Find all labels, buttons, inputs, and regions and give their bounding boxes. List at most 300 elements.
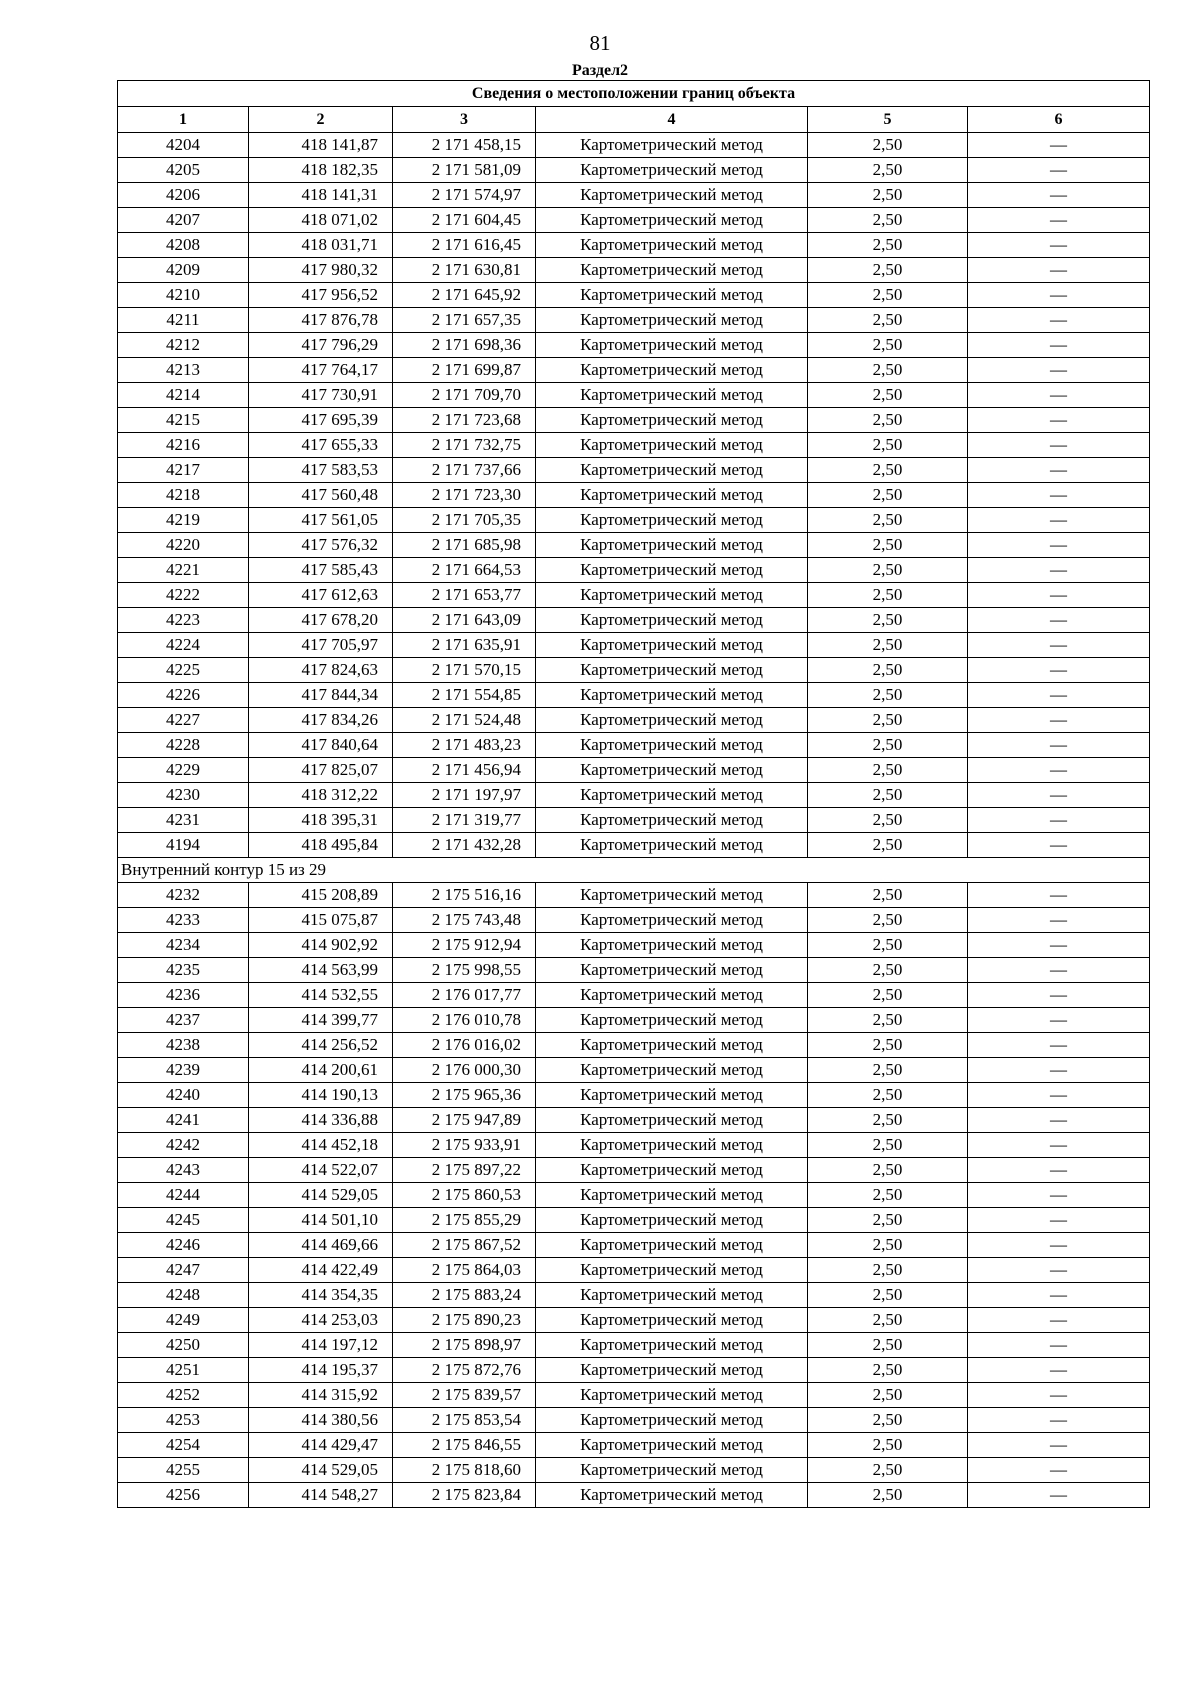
table-row [118, 558, 1150, 583]
y-coordinate-cell: 2 171 197,97 [393, 783, 536, 808]
accuracy-cell: 2,50 [808, 908, 968, 933]
point-number-cell: 4215 [118, 408, 249, 433]
point-number-cell: 4194 [118, 833, 249, 858]
table-row [118, 333, 1150, 358]
table-row [118, 1458, 1150, 1483]
column-header: 1 [118, 107, 249, 133]
accuracy-cell: 2,50 [808, 1033, 968, 1058]
point-number-cell: 4240 [118, 1083, 249, 1108]
description-cell: — [968, 758, 1150, 783]
boundary-coordinates-table [117, 80, 1150, 1508]
method-cell: Картометрический метод [536, 1083, 808, 1108]
table-row [118, 158, 1150, 183]
accuracy-cell: 2,50 [808, 1258, 968, 1283]
point-number-cell: 4239 [118, 1058, 249, 1083]
table-row [118, 458, 1150, 483]
x-coordinate-cell: 417 980,32 [249, 258, 393, 283]
method-cell: Картометрический метод [536, 658, 808, 683]
page-number: 81 [589, 31, 611, 55]
point-number-cell: 4236 [118, 983, 249, 1008]
description-cell: — [968, 1333, 1150, 1358]
x-coordinate-cell: 414 200,61 [249, 1058, 393, 1083]
point-number-cell: 4229 [118, 758, 249, 783]
y-coordinate-cell: 2 175 897,22 [393, 1158, 536, 1183]
column-header: 5 [808, 107, 968, 133]
table-row [118, 1308, 1150, 1333]
point-number-cell: 4254 [118, 1433, 249, 1458]
accuracy-cell: 2,50 [808, 808, 968, 833]
accuracy-cell: 2,50 [808, 358, 968, 383]
accuracy-cell: 2,50 [808, 1333, 968, 1358]
method-cell: Картометрический метод [536, 1033, 808, 1058]
x-coordinate-cell: 418 312,22 [249, 783, 393, 808]
x-coordinate-cell: 414 563,99 [249, 958, 393, 983]
point-number-cell: 4218 [118, 483, 249, 508]
method-cell: Картометрический метод [536, 1108, 808, 1133]
y-coordinate-cell: 2 171 524,48 [393, 708, 536, 733]
table-row [118, 1233, 1150, 1258]
accuracy-cell: 2,50 [808, 1433, 968, 1458]
method-cell: Картометрический метод [536, 1183, 808, 1208]
x-coordinate-cell: 417 844,34 [249, 683, 393, 708]
description-cell: — [968, 1033, 1150, 1058]
x-coordinate-cell: 414 452,18 [249, 1133, 393, 1158]
description-cell: — [968, 958, 1150, 983]
accuracy-cell: 2,50 [808, 133, 968, 158]
description-cell: — [968, 708, 1150, 733]
x-coordinate-cell: 417 655,33 [249, 433, 393, 458]
table-row [118, 658, 1150, 683]
table-row [118, 283, 1150, 308]
accuracy-cell: 2,50 [808, 733, 968, 758]
y-coordinate-cell: 2 171 319,77 [393, 808, 536, 833]
x-coordinate-cell: 414 529,05 [249, 1183, 393, 1208]
point-number-cell: 4235 [118, 958, 249, 983]
x-coordinate-cell: 414 253,03 [249, 1308, 393, 1333]
y-coordinate-cell: 2 171 705,35 [393, 508, 536, 533]
x-coordinate-cell: 417 678,20 [249, 608, 393, 633]
accuracy-cell: 2,50 [808, 658, 968, 683]
description-cell: — [968, 1258, 1150, 1283]
x-coordinate-cell: 414 336,88 [249, 1108, 393, 1133]
description-cell: — [968, 1308, 1150, 1333]
point-number-cell: 4227 [118, 708, 249, 733]
description-cell: — [968, 308, 1150, 333]
accuracy-cell: 2,50 [808, 633, 968, 658]
x-coordinate-cell: 414 256,52 [249, 1033, 393, 1058]
y-coordinate-cell: 2 171 635,91 [393, 633, 536, 658]
method-cell: Картометрический метод [536, 1208, 808, 1233]
table-row [118, 1408, 1150, 1433]
description-cell: — [968, 658, 1150, 683]
accuracy-cell: 2,50 [808, 583, 968, 608]
method-cell: Картометрический метод [536, 1458, 808, 1483]
method-cell: Картометрический метод [536, 408, 808, 433]
y-coordinate-cell: 2 175 823,84 [393, 1483, 536, 1508]
table-title: Сведения о местоположении границ объекта [118, 81, 1150, 107]
method-cell: Картометрический метод [536, 958, 808, 983]
y-coordinate-cell: 2 171 570,15 [393, 658, 536, 683]
x-coordinate-cell: 414 902,92 [249, 933, 393, 958]
description-cell: — [968, 258, 1150, 283]
table-row [118, 808, 1150, 833]
point-number-cell: 4252 [118, 1383, 249, 1408]
point-number-cell: 4230 [118, 783, 249, 808]
accuracy-cell: 2,50 [808, 1383, 968, 1408]
point-number-cell: 4238 [118, 1033, 249, 1058]
point-number-cell: 4217 [118, 458, 249, 483]
method-cell: Картометрический метод [536, 633, 808, 658]
y-coordinate-cell: 2 171 664,53 [393, 558, 536, 583]
y-coordinate-cell: 2 175 898,97 [393, 1333, 536, 1358]
table-row [118, 1033, 1150, 1058]
description-cell: — [968, 133, 1150, 158]
y-coordinate-cell: 2 171 709,70 [393, 383, 536, 408]
point-number-cell: 4216 [118, 433, 249, 458]
y-coordinate-cell: 2 175 912,94 [393, 933, 536, 958]
table-row [118, 733, 1150, 758]
table-row [118, 1383, 1150, 1408]
method-cell: Картометрический метод [536, 683, 808, 708]
accuracy-cell: 2,50 [808, 1183, 968, 1208]
x-coordinate-cell: 417 585,43 [249, 558, 393, 583]
table-row [118, 1083, 1150, 1108]
description-cell: — [968, 1083, 1150, 1108]
point-number-cell: 4209 [118, 258, 249, 283]
y-coordinate-cell: 2 175 860,53 [393, 1183, 536, 1208]
point-number-cell: 4204 [118, 133, 249, 158]
method-cell: Картометрический метод [536, 983, 808, 1008]
table-row [118, 183, 1150, 208]
method-cell: Картометрический метод [536, 708, 808, 733]
y-coordinate-cell: 2 171 645,92 [393, 283, 536, 308]
x-coordinate-cell: 414 522,07 [249, 1158, 393, 1183]
table-row [118, 783, 1150, 808]
table-row [118, 608, 1150, 633]
method-cell: Картометрический метод [536, 1483, 808, 1508]
table-row [118, 1258, 1150, 1283]
x-coordinate-cell: 417 840,64 [249, 733, 393, 758]
description-cell: — [968, 1208, 1150, 1233]
method-cell: Картометрический метод [536, 383, 808, 408]
table-row [118, 1433, 1150, 1458]
x-coordinate-cell: 417 764,17 [249, 358, 393, 383]
description-cell: — [968, 608, 1150, 633]
x-coordinate-cell: 414 501,10 [249, 1208, 393, 1233]
y-coordinate-cell: 2 171 723,68 [393, 408, 536, 433]
method-cell: Картометрический метод [536, 758, 808, 783]
x-coordinate-cell: 414 469,66 [249, 1233, 393, 1258]
x-coordinate-cell: 417 695,39 [249, 408, 393, 433]
description-cell: — [968, 283, 1150, 308]
y-coordinate-cell: 2 176 016,02 [393, 1033, 536, 1058]
accuracy-cell: 2,50 [808, 758, 968, 783]
point-number-cell: 4206 [118, 183, 249, 208]
accuracy-cell: 2,50 [808, 1058, 968, 1083]
accuracy-cell: 2,50 [808, 283, 968, 308]
description-cell: — [968, 1183, 1150, 1208]
description-cell: — [968, 783, 1150, 808]
point-number-cell: 4245 [118, 1208, 249, 1233]
accuracy-cell: 2,50 [808, 783, 968, 808]
point-number-cell: 4213 [118, 358, 249, 383]
x-coordinate-cell: 414 529,05 [249, 1458, 393, 1483]
table-row [118, 483, 1150, 508]
table-row [118, 233, 1150, 258]
method-cell: Картометрический метод [536, 1308, 808, 1333]
y-coordinate-cell: 2 171 699,87 [393, 358, 536, 383]
description-cell: — [968, 1358, 1150, 1383]
x-coordinate-cell: 415 208,89 [249, 883, 393, 908]
description-cell: — [968, 583, 1150, 608]
table-row [118, 958, 1150, 983]
point-number-cell: 4241 [118, 1108, 249, 1133]
accuracy-cell: 2,50 [808, 508, 968, 533]
description-cell: — [968, 733, 1150, 758]
y-coordinate-cell: 2 171 456,94 [393, 758, 536, 783]
table-row [118, 983, 1150, 1008]
x-coordinate-cell: 414 354,35 [249, 1283, 393, 1308]
y-coordinate-cell: 2 175 516,16 [393, 883, 536, 908]
table-row [118, 583, 1150, 608]
table-row [118, 883, 1150, 908]
point-number-cell: 4205 [118, 158, 249, 183]
y-coordinate-cell: 2 171 458,15 [393, 133, 536, 158]
accuracy-cell: 2,50 [808, 1408, 968, 1433]
method-cell: Картометрический метод [536, 1408, 808, 1433]
accuracy-cell: 2,50 [808, 1008, 968, 1033]
table-row [118, 533, 1150, 558]
accuracy-cell: 2,50 [808, 1458, 968, 1483]
description-cell: — [968, 558, 1150, 583]
accuracy-cell: 2,50 [808, 258, 968, 283]
y-coordinate-cell: 2 171 737,66 [393, 458, 536, 483]
description-cell: — [968, 458, 1150, 483]
method-cell: Картометрический метод [536, 158, 808, 183]
method-cell: Картометрический метод [536, 458, 808, 483]
accuracy-cell: 2,50 [808, 883, 968, 908]
point-number-cell: 4231 [118, 808, 249, 833]
table-row [118, 1358, 1150, 1383]
point-number-cell: 4242 [118, 1133, 249, 1158]
point-number-cell: 4220 [118, 533, 249, 558]
description-cell: — [968, 1408, 1150, 1433]
accuracy-cell: 2,50 [808, 608, 968, 633]
accuracy-cell: 2,50 [808, 383, 968, 408]
y-coordinate-cell: 2 175 867,52 [393, 1233, 536, 1258]
contour-label-row [118, 858, 1150, 883]
description-cell: — [968, 1108, 1150, 1133]
table-row [118, 208, 1150, 233]
point-number-cell: 4214 [118, 383, 249, 408]
point-number-cell: 4225 [118, 658, 249, 683]
accuracy-cell: 2,50 [808, 558, 968, 583]
accuracy-cell: 2,50 [808, 1358, 968, 1383]
x-coordinate-cell: 418 141,87 [249, 133, 393, 158]
table-row [118, 933, 1150, 958]
x-coordinate-cell: 414 532,55 [249, 983, 393, 1008]
accuracy-cell: 2,50 [808, 1083, 968, 1108]
method-cell: Картометрический метод [536, 908, 808, 933]
accuracy-cell: 2,50 [808, 1308, 968, 1333]
y-coordinate-cell: 2 171 483,23 [393, 733, 536, 758]
accuracy-cell: 2,50 [808, 208, 968, 233]
y-coordinate-cell: 2 171 630,81 [393, 258, 536, 283]
description-cell: — [968, 1008, 1150, 1033]
description-cell: — [968, 633, 1150, 658]
table-row [118, 433, 1150, 458]
accuracy-cell: 2,50 [808, 458, 968, 483]
method-cell: Картометрический метод [536, 1008, 808, 1033]
point-number-cell: 4211 [118, 308, 249, 333]
x-coordinate-cell: 414 429,47 [249, 1433, 393, 1458]
x-coordinate-cell: 418 031,71 [249, 233, 393, 258]
accuracy-cell: 2,50 [808, 1233, 968, 1258]
y-coordinate-cell: 2 175 883,24 [393, 1283, 536, 1308]
method-cell: Картометрический метод [536, 1433, 808, 1458]
point-number-cell: 4222 [118, 583, 249, 608]
x-coordinate-cell: 418 141,31 [249, 183, 393, 208]
y-coordinate-cell: 2 171 653,77 [393, 583, 536, 608]
description-cell: — [968, 158, 1150, 183]
table-row [118, 258, 1150, 283]
description-cell: — [968, 333, 1150, 358]
method-cell: Картометрический метод [536, 483, 808, 508]
point-number-cell: 4224 [118, 633, 249, 658]
y-coordinate-cell: 2 171 685,98 [393, 533, 536, 558]
y-coordinate-cell: 2 175 818,60 [393, 1458, 536, 1483]
point-number-cell: 4233 [118, 908, 249, 933]
y-coordinate-cell: 2 175 864,03 [393, 1258, 536, 1283]
method-cell: Картометрический метод [536, 1058, 808, 1083]
description-cell: — [968, 1383, 1150, 1408]
description-cell: — [968, 183, 1150, 208]
table-body [118, 81, 1150, 1508]
point-number-cell: 4226 [118, 683, 249, 708]
method-cell: Картометрический метод [536, 808, 808, 833]
point-number-cell: 4234 [118, 933, 249, 958]
accuracy-cell: 2,50 [808, 708, 968, 733]
method-cell: Картометрический метод [536, 1133, 808, 1158]
table-row [118, 633, 1150, 658]
point-number-cell: 4255 [118, 1458, 249, 1483]
method-cell: Картометрический метод [536, 1333, 808, 1358]
y-coordinate-cell: 2 175 846,55 [393, 1433, 536, 1458]
method-cell: Картометрический метод [536, 608, 808, 633]
y-coordinate-cell: 2 175 872,76 [393, 1358, 536, 1383]
method-cell: Картометрический метод [536, 358, 808, 383]
y-coordinate-cell: 2 171 732,75 [393, 433, 536, 458]
description-cell: — [968, 358, 1150, 383]
x-coordinate-cell: 417 876,78 [249, 308, 393, 333]
y-coordinate-cell: 2 171 643,09 [393, 608, 536, 633]
y-coordinate-cell: 2 171 604,45 [393, 208, 536, 233]
accuracy-cell: 2,50 [808, 233, 968, 258]
x-coordinate-cell: 414 380,56 [249, 1408, 393, 1433]
description-cell: — [968, 1233, 1150, 1258]
table-row [118, 308, 1150, 333]
method-cell: Картометрический метод [536, 133, 808, 158]
accuracy-cell: 2,50 [808, 958, 968, 983]
x-coordinate-cell: 414 315,92 [249, 1383, 393, 1408]
method-cell: Картометрический метод [536, 1383, 808, 1408]
point-number-cell: 4256 [118, 1483, 249, 1508]
table-row [118, 1333, 1150, 1358]
accuracy-cell: 2,50 [808, 308, 968, 333]
y-coordinate-cell: 2 175 855,29 [393, 1208, 536, 1233]
x-coordinate-cell: 417 705,97 [249, 633, 393, 658]
x-coordinate-cell: 417 576,32 [249, 533, 393, 558]
point-number-cell: 4210 [118, 283, 249, 308]
table-row [118, 408, 1150, 433]
table-row [118, 1483, 1150, 1508]
accuracy-cell: 2,50 [808, 483, 968, 508]
x-coordinate-cell: 417 560,48 [249, 483, 393, 508]
method-cell: Картометрический метод [536, 933, 808, 958]
point-number-cell: 4228 [118, 733, 249, 758]
method-cell: Картометрический метод [536, 1258, 808, 1283]
y-coordinate-cell: 2 171 432,28 [393, 833, 536, 858]
x-coordinate-cell: 414 197,12 [249, 1333, 393, 1358]
accuracy-cell: 2,50 [808, 1208, 968, 1233]
method-cell: Картометрический метод [536, 833, 808, 858]
point-number-cell: 4212 [118, 333, 249, 358]
x-coordinate-cell: 418 071,02 [249, 208, 393, 233]
description-cell: — [968, 1458, 1150, 1483]
x-coordinate-cell: 415 075,87 [249, 908, 393, 933]
description-cell: — [968, 908, 1150, 933]
x-coordinate-cell: 414 195,37 [249, 1358, 393, 1383]
table-row [118, 383, 1150, 408]
section-label: Раздел2 [571, 62, 629, 79]
point-number-cell: 4248 [118, 1283, 249, 1308]
y-coordinate-cell: 2 171 554,85 [393, 683, 536, 708]
method-cell: Картометрический метод [536, 183, 808, 208]
description-cell: — [968, 883, 1150, 908]
method-cell: Картометрический метод [536, 308, 808, 333]
description-cell: — [968, 1133, 1150, 1158]
y-coordinate-cell: 2 175 933,91 [393, 1133, 536, 1158]
description-cell: — [968, 1158, 1150, 1183]
point-number-cell: 4223 [118, 608, 249, 633]
point-number-cell: 4207 [118, 208, 249, 233]
point-number-cell: 4208 [118, 233, 249, 258]
column-header: 3 [393, 107, 536, 133]
method-cell: Картометрический метод [536, 508, 808, 533]
description-cell: — [968, 533, 1150, 558]
table-row [118, 1183, 1150, 1208]
x-coordinate-cell: 414 422,49 [249, 1258, 393, 1283]
description-cell: — [968, 1483, 1150, 1508]
method-cell: Картометрический метод [536, 533, 808, 558]
point-number-cell: 4237 [118, 1008, 249, 1033]
method-cell: Картометрический метод [536, 433, 808, 458]
point-number-cell: 4219 [118, 508, 249, 533]
description-cell: — [968, 408, 1150, 433]
accuracy-cell: 2,50 [808, 983, 968, 1008]
description-cell: — [968, 1058, 1150, 1083]
table-row [118, 1133, 1150, 1158]
table-row [118, 758, 1150, 783]
accuracy-cell: 2,50 [808, 933, 968, 958]
description-cell: — [968, 808, 1150, 833]
table-title-row [118, 81, 1150, 107]
accuracy-cell: 2,50 [808, 533, 968, 558]
accuracy-cell: 2,50 [808, 333, 968, 358]
accuracy-cell: 2,50 [808, 158, 968, 183]
method-cell: Картометрический метод [536, 283, 808, 308]
x-coordinate-cell: 414 399,77 [249, 1008, 393, 1033]
